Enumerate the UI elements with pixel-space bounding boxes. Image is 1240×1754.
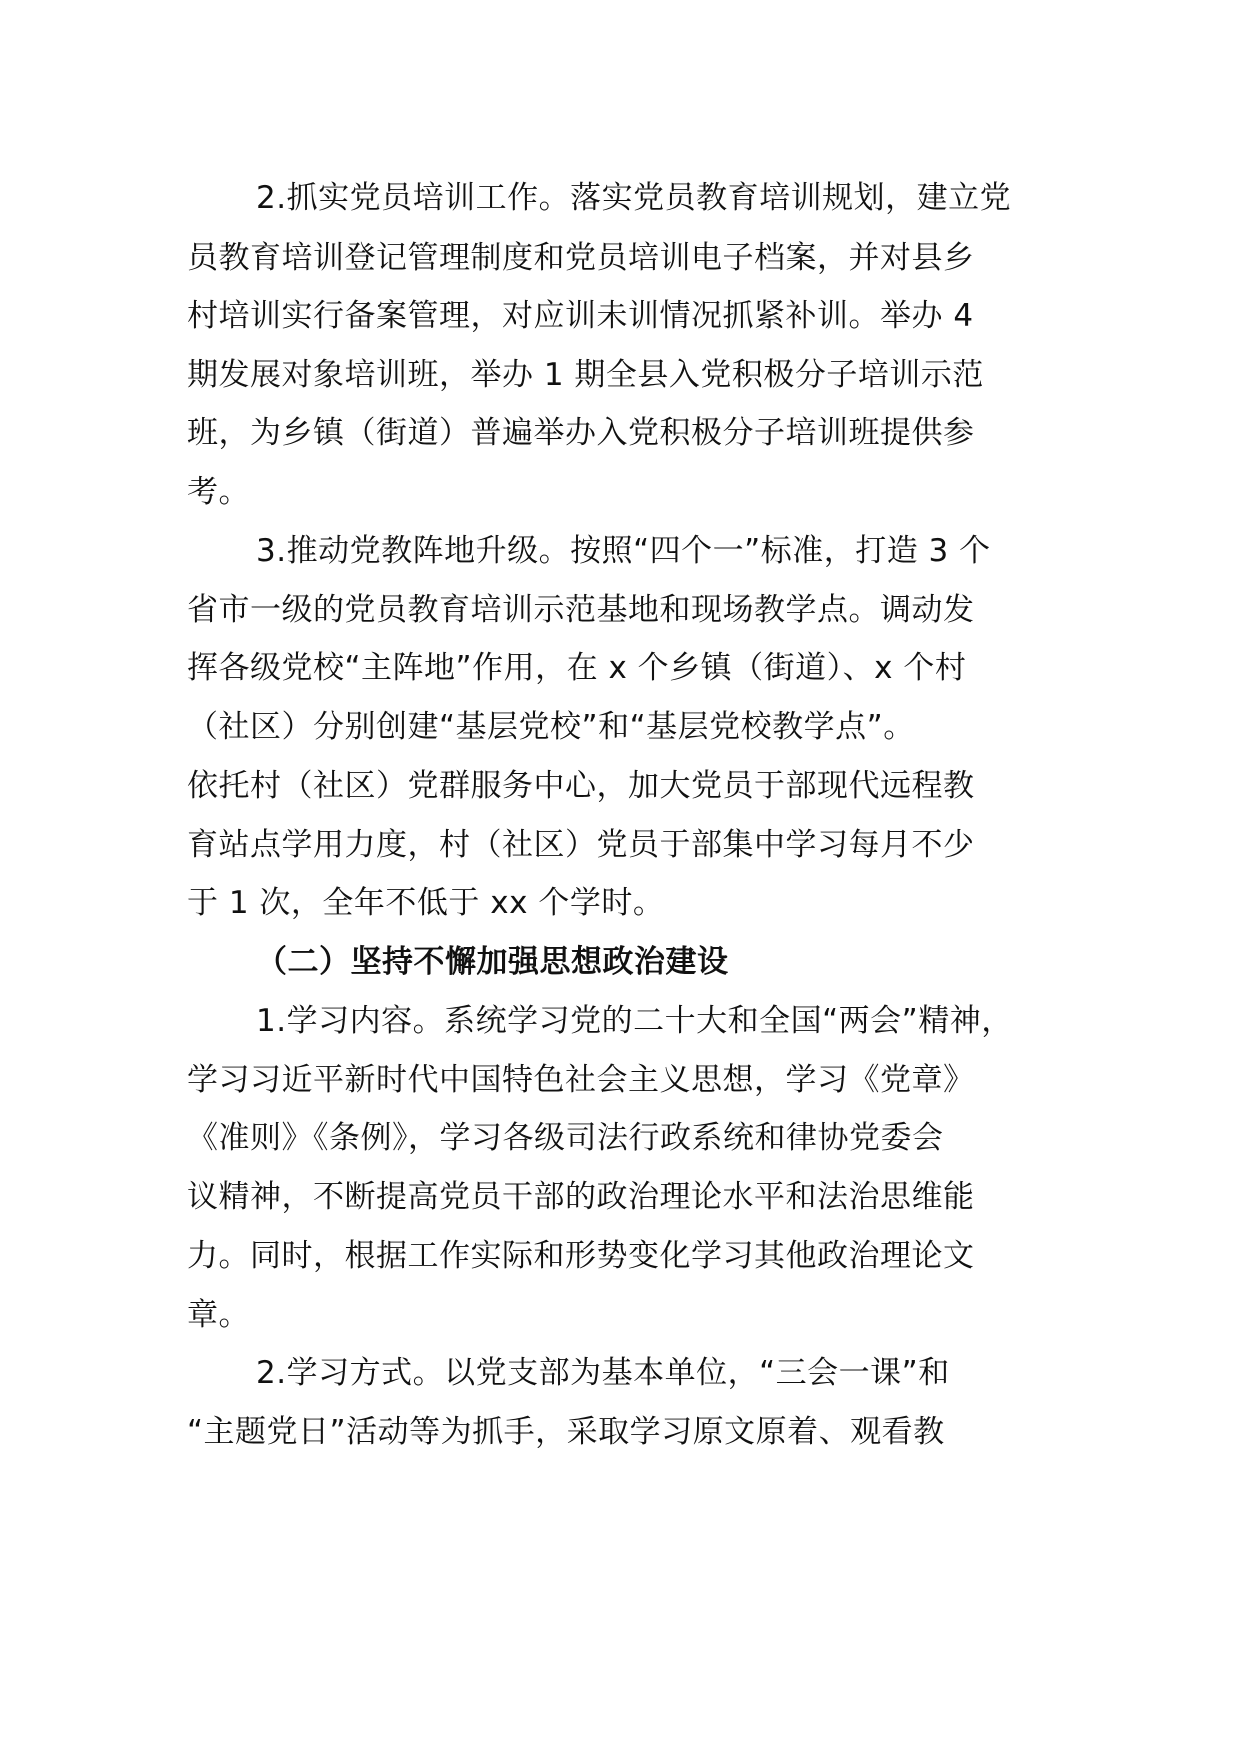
paragraph-line: 1.学习内容。系统学习党的二十大和全国“两会”精神， [256,1003,1013,1039]
paragraph-line: 《准则》《条例》，学习各级司法行政系统和律协党委会 [187,1120,944,1156]
paragraph-line: 议精神，不断提高党员干部的政治理论水平和法治思维能 [187,1179,975,1215]
paragraph-line: 考。 [187,474,250,510]
paragraph-line: “主题党日”活动等为抓手，采取学习原文原着、观看教 [187,1414,945,1450]
paragraph-line: 班，为乡镇（街道）普遍举办入党积极分子培训班提供参 [187,415,975,451]
paragraph-line: 员教育培训登记管理制度和党员培训电子档案，并对县乡 [187,240,975,276]
paragraph-line: 2.学习方式。以党支部为基本单位，“三会一课”和 [256,1355,950,1391]
paragraph-line: 学习习近平新时代中国特色社会主义思想，学习《党章》 [187,1062,975,1098]
paragraph-line: 省市一级的党员教育培训示范基地和现场教学点。调动发 [187,592,975,628]
paragraph-line: 于 1 次，全年不低于 xx 个学时。 [187,885,665,921]
paragraph-line: 章。 [187,1297,250,1333]
paragraph-line: 2.抓实党员培训工作。落实党员教育培训规划，建立党 [256,180,1012,216]
paragraph-line: 村培训实行备案管理，对应训未训情况抓紧补训。举办 4 [187,298,974,334]
paragraph-line: 挥各级党校“主阵地”作用，在 x 个乡镇（街道）、x 个村 [187,650,967,686]
paragraph-line: 育站点学用力度，村（社区）党员于部集中学习每月不少 [187,827,975,863]
paragraph-line: （社区）分别创建“基层党校”和“基层党校教学点”。 [187,709,915,745]
paragraph-line: 3.推动党教阵地升级。按照“四个一”标准，打造 3 个 [256,533,991,569]
paragraph-line: 依托村（社区）党群服务中心，加大党员于部现代远程教 [187,768,975,804]
section-heading: （二）坚持不懈加强思想政治建设 [256,944,729,980]
paragraph-line: 力。同时，根据工作实际和形势变化学习其他政治理论文 [187,1238,975,1274]
paragraph-line: 期发展对象培训班，举办 1 期全县入党积极分子培训示范 [187,357,984,393]
